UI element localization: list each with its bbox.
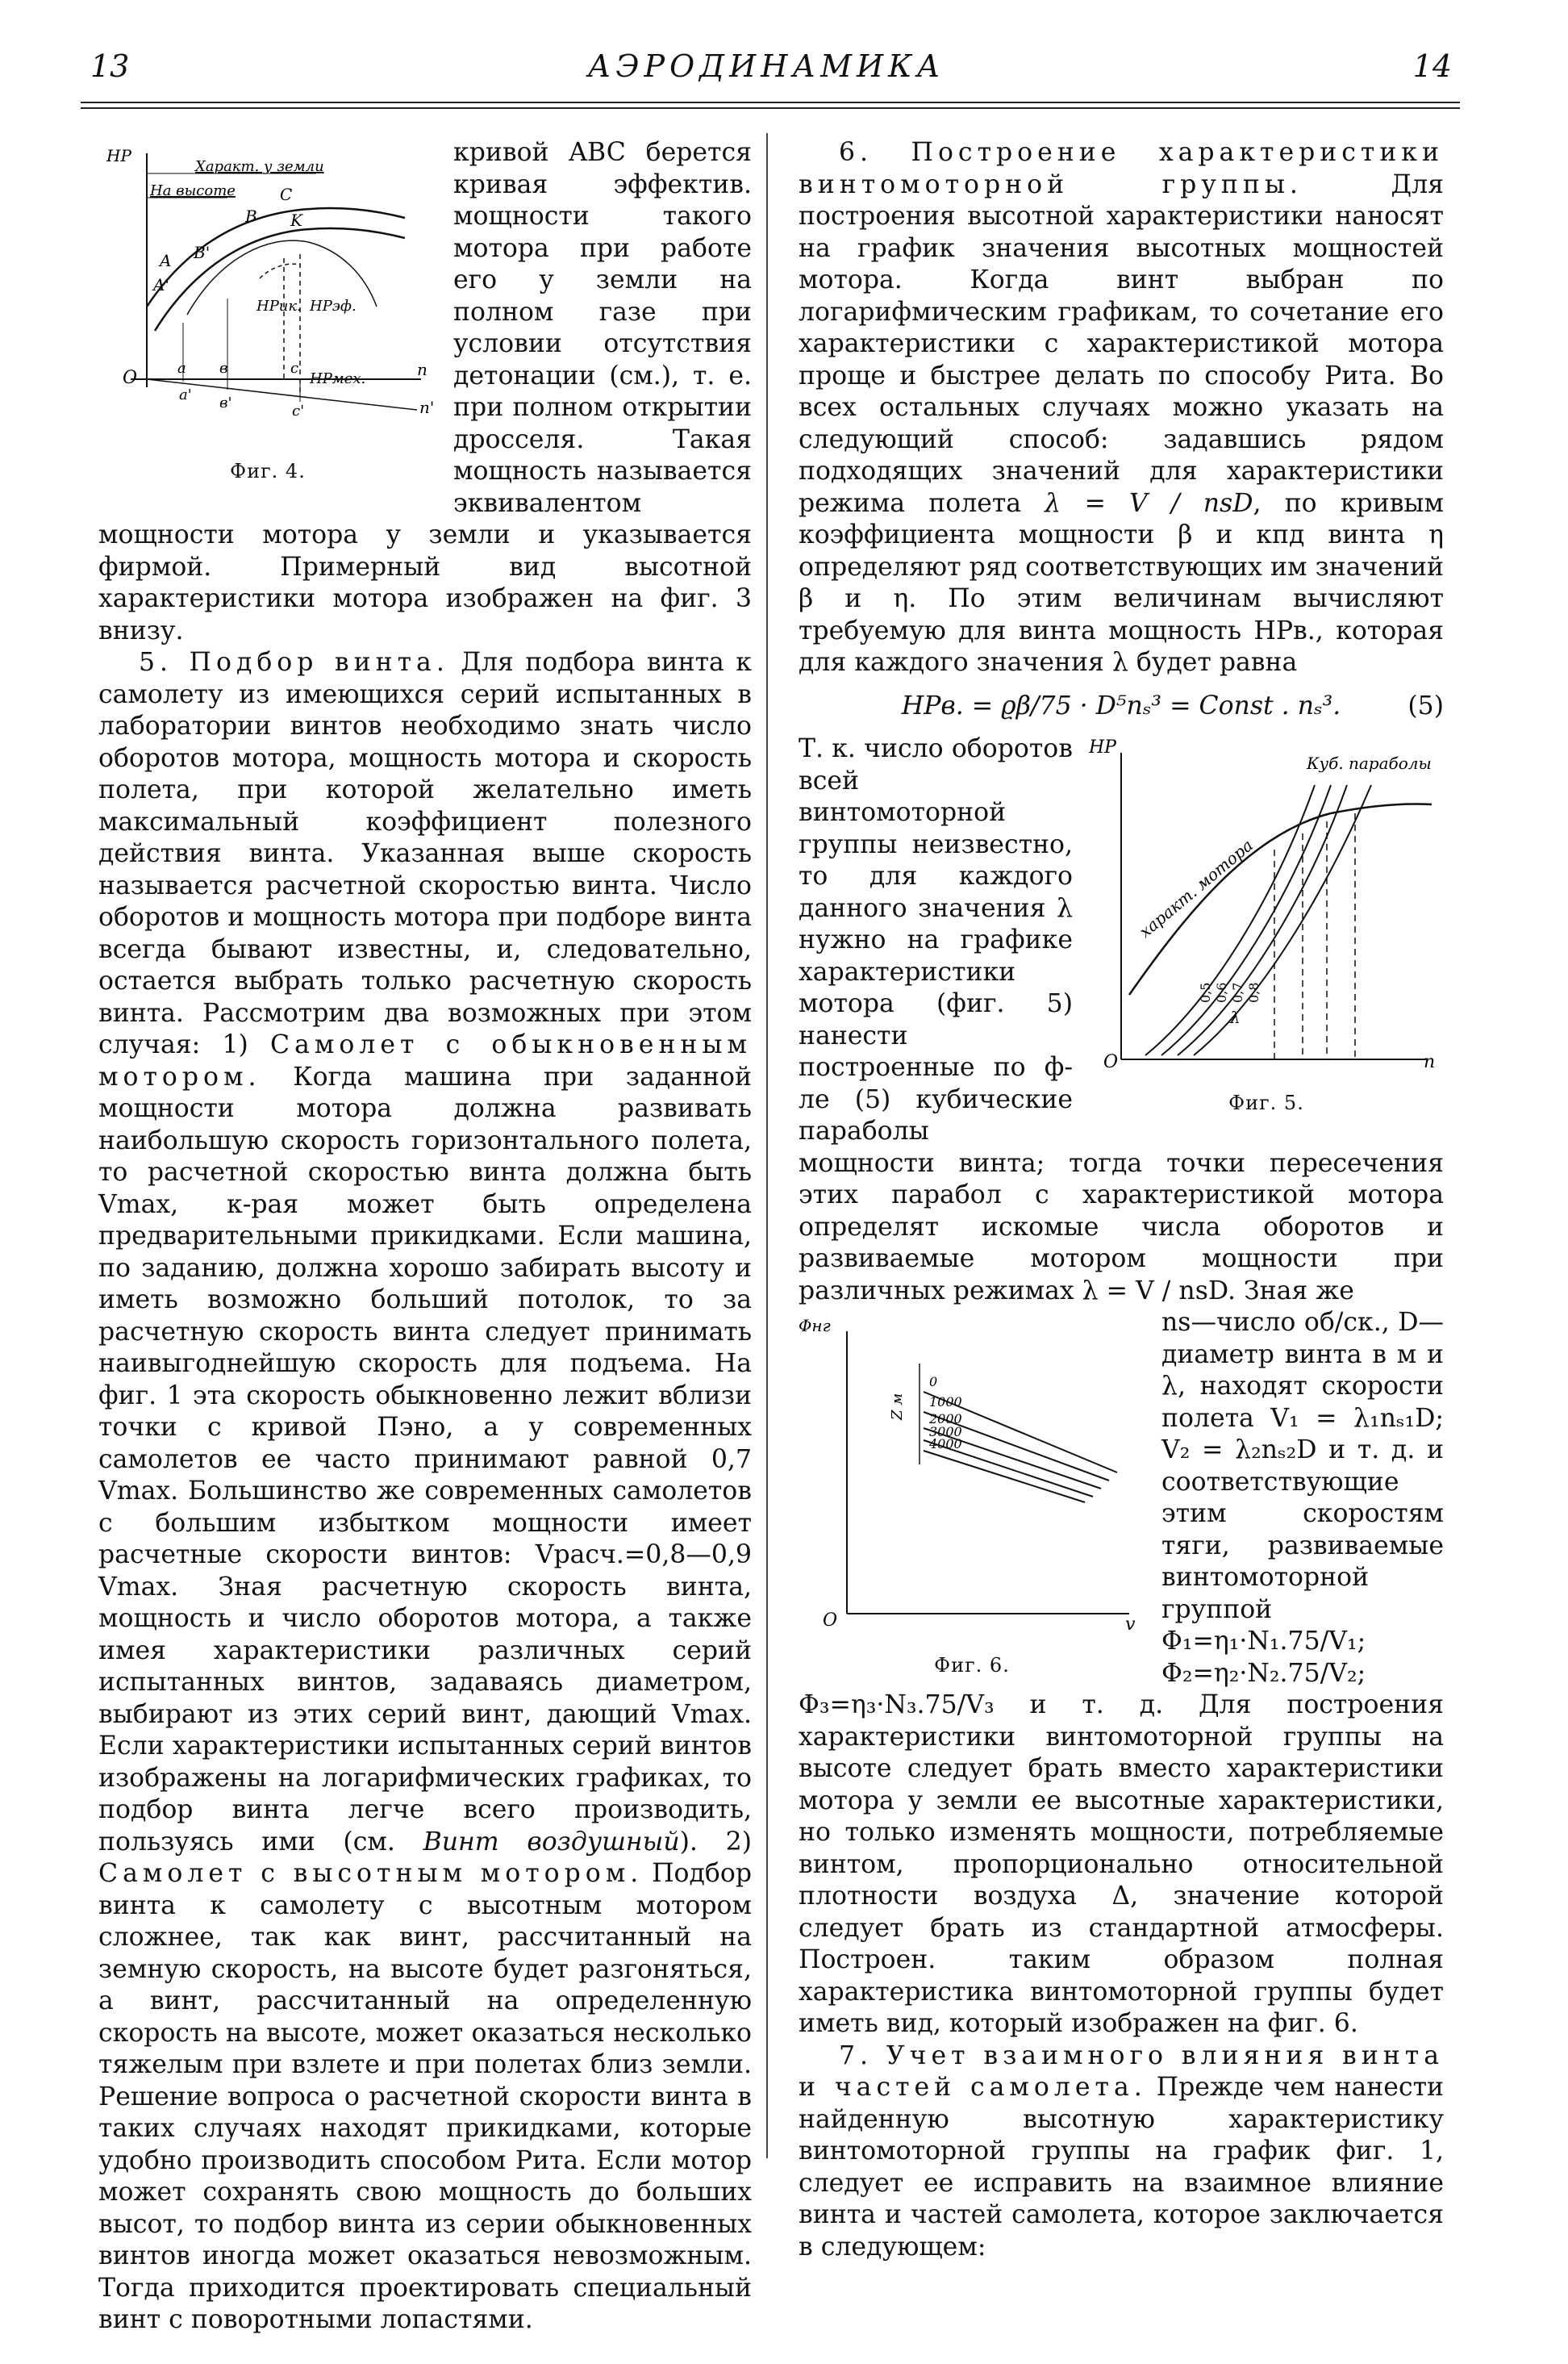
fig4-tick-a1: a' xyxy=(179,386,192,403)
fig5-hp-label: HP xyxy=(1089,737,1116,758)
fig6-z-label: Z м xyxy=(889,1393,906,1420)
figure-5-graph xyxy=(1089,737,1444,1075)
fig4-tick-c: c xyxy=(290,360,299,377)
fig5-lambda-07: 0,7 xyxy=(1230,982,1245,1003)
case-1-end: ). 2) xyxy=(679,1827,752,1857)
fig4-hp-label: HP xyxy=(106,146,131,165)
section-6-body-2: , по кривым коэффициента мощности β и кпд винта η определяют ряд соответствующих им значений β и η. По этим величинам вычисляют требуемую для винта мощность HPв., которая для каждого значения λ будет равна xyxy=(799,488,1444,677)
right-page-number: 14 xyxy=(1412,48,1452,84)
column-divider xyxy=(766,133,768,2158)
fig4-axis-n1: n' xyxy=(419,398,435,417)
left-column xyxy=(98,137,752,2337)
fig4-point-c: C xyxy=(280,185,293,204)
lambda-definition: λ = V / nsD xyxy=(1045,488,1253,518)
fig5-motor-label: характ. мотора xyxy=(1135,835,1257,942)
fig4-point-a: A xyxy=(160,251,172,270)
fig5-lambda-08: 0,8 xyxy=(1246,982,1261,1003)
fig6-alt-4000: 4000 xyxy=(929,1436,962,1451)
fig4-hp-eff: HPэф. xyxy=(310,298,357,315)
header-rule-top xyxy=(81,102,1460,103)
fig4-tick-b: в xyxy=(219,360,228,377)
fig5-lambda-symbol: λ xyxy=(1230,1008,1241,1027)
fig6-origin: O xyxy=(823,1610,838,1631)
page-header xyxy=(81,48,1452,97)
formula-5-expression: HPв. = ϱβ/75 · D⁵nₛ³ = Const . nₛ³. xyxy=(901,691,1341,720)
figure-5-caption: Фиг. 5. xyxy=(1228,1091,1304,1114)
left-paragraph-1: кривой ABC берется кривая эффектив. мощности такого мотора при работе его у земли на полном газе при условии отсутствия детонации (см.), т. е. при полном открытии дросселя. Такая мощность называется эквивалентом мощности мотора у земли и указывается фирмой. Примерный вид высотной характеристики мотора изображен на фиг. 3 внизу. xyxy=(98,138,752,645)
fig4-point-b: B xyxy=(245,207,257,226)
fig5-lambda-06: 0,6 xyxy=(1214,982,1229,1003)
fig5-axis-n: n xyxy=(1424,1052,1436,1072)
header-rule-bottom xyxy=(81,107,1460,109)
figure-6 xyxy=(799,1315,1145,1681)
fig4-hp-ind: HPик. xyxy=(256,298,302,315)
figure-5 xyxy=(1089,737,1444,1119)
fig6-alt-0: 0 xyxy=(929,1374,938,1389)
figure-4 xyxy=(98,137,437,487)
section-7-heading: 7. Учет взаимного влияния винта и частей самолета. xyxy=(799,2040,1444,2102)
fig4-axis-n: n xyxy=(417,360,427,379)
fig6-alt-3000: 3000 xyxy=(929,1424,962,1439)
section-6-part-4: ns—число об/ск., D—диаметр винта в м и λ, находят скорости полета V₁ = λ₁nₛ₁D; V₂ = λ₂nₛ₂D и т. д. и соответствующие этим скоростям тяги, развиваемые винтомоторной группой Φ₁=η₁·N₁.75/V₁; Φ₂=η₂·N₂.75/V₂; Φ₃=η₃·N₃.75/V₃ и т. д. Для построения характеристики винтомоторной группы на высоте следует брать вместо характеристики мотора у земли ее высотные характеристики, но только изменять мощности, потребляемые винтом, пропорционально относительной плотности воздуха Δ, значение которой следует брать из стандартной атмосферы. Построен. таким образом полная характеристика винтомоторной группы будет иметь вид, который изображен на фиг. 6. xyxy=(799,1308,1444,2038)
fig4-ground-label: Характ. у земли xyxy=(195,158,324,175)
fig4-point-a1: A' xyxy=(153,275,169,294)
figure-4-graph xyxy=(98,137,437,444)
right-column xyxy=(799,137,1444,2263)
fig4-origin: O xyxy=(123,368,138,388)
fig5-lambda-labels xyxy=(1198,983,1261,1027)
section-5 xyxy=(98,647,752,2337)
fig6-alt-1000: 1000 xyxy=(929,1394,962,1410)
fig4-hp-mech: HPмех. xyxy=(310,370,366,387)
section-7-body: Прежде чем нанести найденную высотную характеристику винтомоторной группы на график фиг. 1, следует ее исправить на взаимное влияние винта и частей самолета, которое заключается в следующем: xyxy=(799,2073,1445,2262)
fig6-phi-label: Φнг xyxy=(799,1316,831,1335)
fig4-tick-a: a xyxy=(177,360,186,377)
fig6-axis-v: v xyxy=(1125,1614,1136,1635)
case-1-body: Когда машина при заданной мощности мотора должна развивать наибольшую скорость горизонтального полета, то расчетной скоростью винта должна быть Vmax, к-рая может быть определена предварительными прикидками. Если машина, по заданию, должна хорошо забирать высоту и иметь возможно больший потолок, то за расчетную скорость винта следует принимать наивыгоднейшую скорость для подъема. На фиг. 1 эта скорость обыкновенно лежит вблизи точки c кривой Пэно, а у современных самолетов ее часто принимают равной 0,7 Vmax. Большинство же современных самолетов с большим избытком мощности имеет расчетные скорости винтов: Vрасч.=0,8—0,9 Vmax. Зная расчетную скорость винта, мощность и число оборотов мотора, а также имея характеристики различных серий испытанных винтов, задаваясь диаметром, выбирают из этих серий винт, дающий Vmax. Если характеристики испытанных серий винтов изображены на логарифмических графиках, то подбор винта легче всего производить, пользуясь ими (см. xyxy=(98,1062,753,1857)
fig4-altitude-label: На высоте xyxy=(150,182,236,199)
left-page-number: 13 xyxy=(90,48,130,84)
running-title: АЭРОДИНАМИКА xyxy=(587,48,945,84)
case-2-body: Подбор винта к самолету с высотным мотором сложнее, так как винт, рассчитанный на земную скорость, на высоте будет разгоняться, а винт, рассчитанный на определенную скорость на высоте, может оказаться несколько тяжелым при взлете и при полетах близ земли. Решение вопроса о расчетной скорости винта в таких случаях находят прикидками, которые удобно производить способом Рита. Если мотор может сохранять свою мощность до больших высот, то подбор винта из серии обыкновенных винтов иногда может оказаться невозможным. Тогда приходится проектировать специальный винт с поворотными лопастями. xyxy=(98,1859,753,2334)
section-6-body-1: Для построения высотной характеристики наносят на график значения высотных мощностей мотора. Когда винт выбран по логарифмическим графикам, то сочетание его характеристики с характеристикой мотора проще и быстрее делать по способу Рита. Во всех остальных случаях можно указать на следующий способ: задавшись рядом подходящих значений для характеристики режима полета xyxy=(799,169,1444,518)
fig4-tick-c1: c' xyxy=(292,403,305,420)
case-2-heading: Самолет с высотным мотором. xyxy=(98,1859,644,1888)
figure-6-caption: Фиг. 6. xyxy=(934,1653,1010,1677)
figure-6-graph xyxy=(799,1315,1145,1638)
section-6-part-3: Т. к. число оборотов всей винтомоторной группы неизвестно, то для каждого данного значения λ нужно на графике характеристики мотора (фиг. 5) нанести построенные по ф-ле (5) кубические параболы мощности винта; тогда точки пересечения этих парабол с характеристикой мотора определят искомые числа оборотов и развиваемые мотором мощности при различных режимах λ = V / nsD. Зная же xyxy=(799,734,1444,1305)
formula-5 xyxy=(799,691,1444,723)
fig4-point-b1: B' xyxy=(194,243,211,262)
fig5-lambda-05: 0,5 xyxy=(1198,982,1213,1003)
formula-5-number: (5) xyxy=(1407,691,1444,720)
fig5-origin: O xyxy=(1103,1052,1119,1072)
section-7 xyxy=(799,2040,1444,2264)
fig5-parabolas-label: Куб. параболы xyxy=(1307,754,1432,773)
section-6-heading: 6. Построение характеристики винтомоторной группы. xyxy=(799,138,1444,199)
case-1-reference: Винт воздушный xyxy=(423,1827,680,1857)
figure-4-caption: Фиг. 4. xyxy=(230,459,306,482)
case-1-heading: Самолет с обыкновенным мотором. xyxy=(98,1030,752,1092)
fig4-point-k: K xyxy=(290,211,302,230)
fig6-alt-2000: 2000 xyxy=(929,1411,962,1426)
fig4-tick-b1: в' xyxy=(219,395,232,411)
section-5-body: Для подбора винта к самолету из имеющихся серий испытанных в лаборатории винтов необходимо знать число оборотов мотора, мощность мотора и скорость полета, при которой желательно иметь максимальный коэффициент полезного действия винта. Указанная выше скорость называется расчетной скоростью винта. Число оборотов и мощность мотора при подборе винта всегда бывают известны, и, следовательно, остается выбрать только расчетную скорость винта. Рассмотрим два возможных при этом случая: 1) xyxy=(98,648,752,1059)
section-5-heading: 5. Подбор винта. xyxy=(139,648,449,677)
section-6-part-1 xyxy=(799,137,1444,679)
